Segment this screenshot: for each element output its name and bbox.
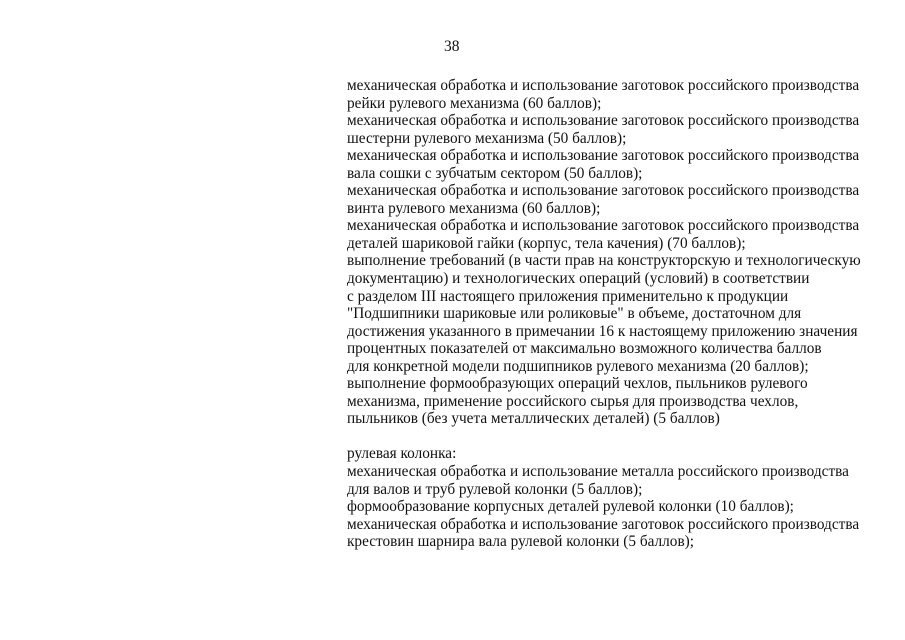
text-line: вала сошки с зубчатым сектором (50 баллов); — [347, 164, 643, 182]
text-line: выполнение требований (в части прав на конструкторскую и технологическую — [347, 252, 861, 270]
text-line: с разделом III настоящего приложения применительно к продукции — [347, 287, 789, 305]
text-line: деталей шариковой гайки (корпус, тела качения) (70 баллов); — [347, 234, 746, 252]
text-line: процентных показателей от максимально возможного количества баллов — [347, 340, 822, 358]
text-line: механическая обработка и использование заготовок российского производства — [347, 182, 860, 200]
document-body — [347, 77, 861, 551]
paragraph-block-1 — [347, 77, 861, 428]
text-line: "Подшипники шариковые или роликовые" в объеме, достаточном для — [347, 305, 802, 323]
text-line: достижения указанного в примечании 16 к настоящему приложению значения — [347, 322, 858, 340]
text-line: механическая обработка и использование заготовок российского производства — [347, 112, 860, 130]
section-heading: рулевая колонка: — [347, 445, 457, 463]
text-line: документацию) и технологических операций (условий) в соответствии — [347, 270, 810, 288]
text-line: механическая обработка и использование металла российского производства — [347, 463, 849, 481]
text-line: механическая обработка и использование заготовок российского производства — [347, 217, 860, 235]
paragraph-block-2 — [347, 445, 861, 550]
text-line: для валов и труб рулевой колонки (5 баллов); — [347, 480, 643, 498]
page-number: 38 — [444, 38, 460, 55]
text-line: винта рулевого механизма (60 баллов); — [347, 199, 601, 217]
text-line: механическая обработка и использование заготовок российского производства — [347, 147, 860, 165]
text-line: механизма, применение российского сырья для производства чехлов, — [347, 392, 799, 410]
text-line: рейки рулевого механизма (60 баллов); — [347, 94, 602, 112]
text-line: крестовин шарнира вала рулевой колонки (5 баллов); — [347, 533, 695, 551]
text-line: пыльников (без учета металлических деталей) (5 баллов) — [347, 410, 720, 428]
paragraph-gap — [347, 428, 861, 446]
text-line: для конкретной модели подшипников рулевого механизма (20 баллов); — [347, 357, 809, 375]
text-line: механическая обработка и использование заготовок российского производства — [347, 77, 860, 94]
text-line: шестерни рулевого механизма (50 баллов); — [347, 129, 627, 147]
text-line: выполнение формообразующих операций чехлов, пыльников рулевого — [347, 375, 808, 393]
text-line: механическая обработка и использование заготовок российского производства — [347, 515, 860, 533]
text-line: формообразование корпусных деталей рулевой колонки (10 баллов); — [347, 498, 794, 516]
